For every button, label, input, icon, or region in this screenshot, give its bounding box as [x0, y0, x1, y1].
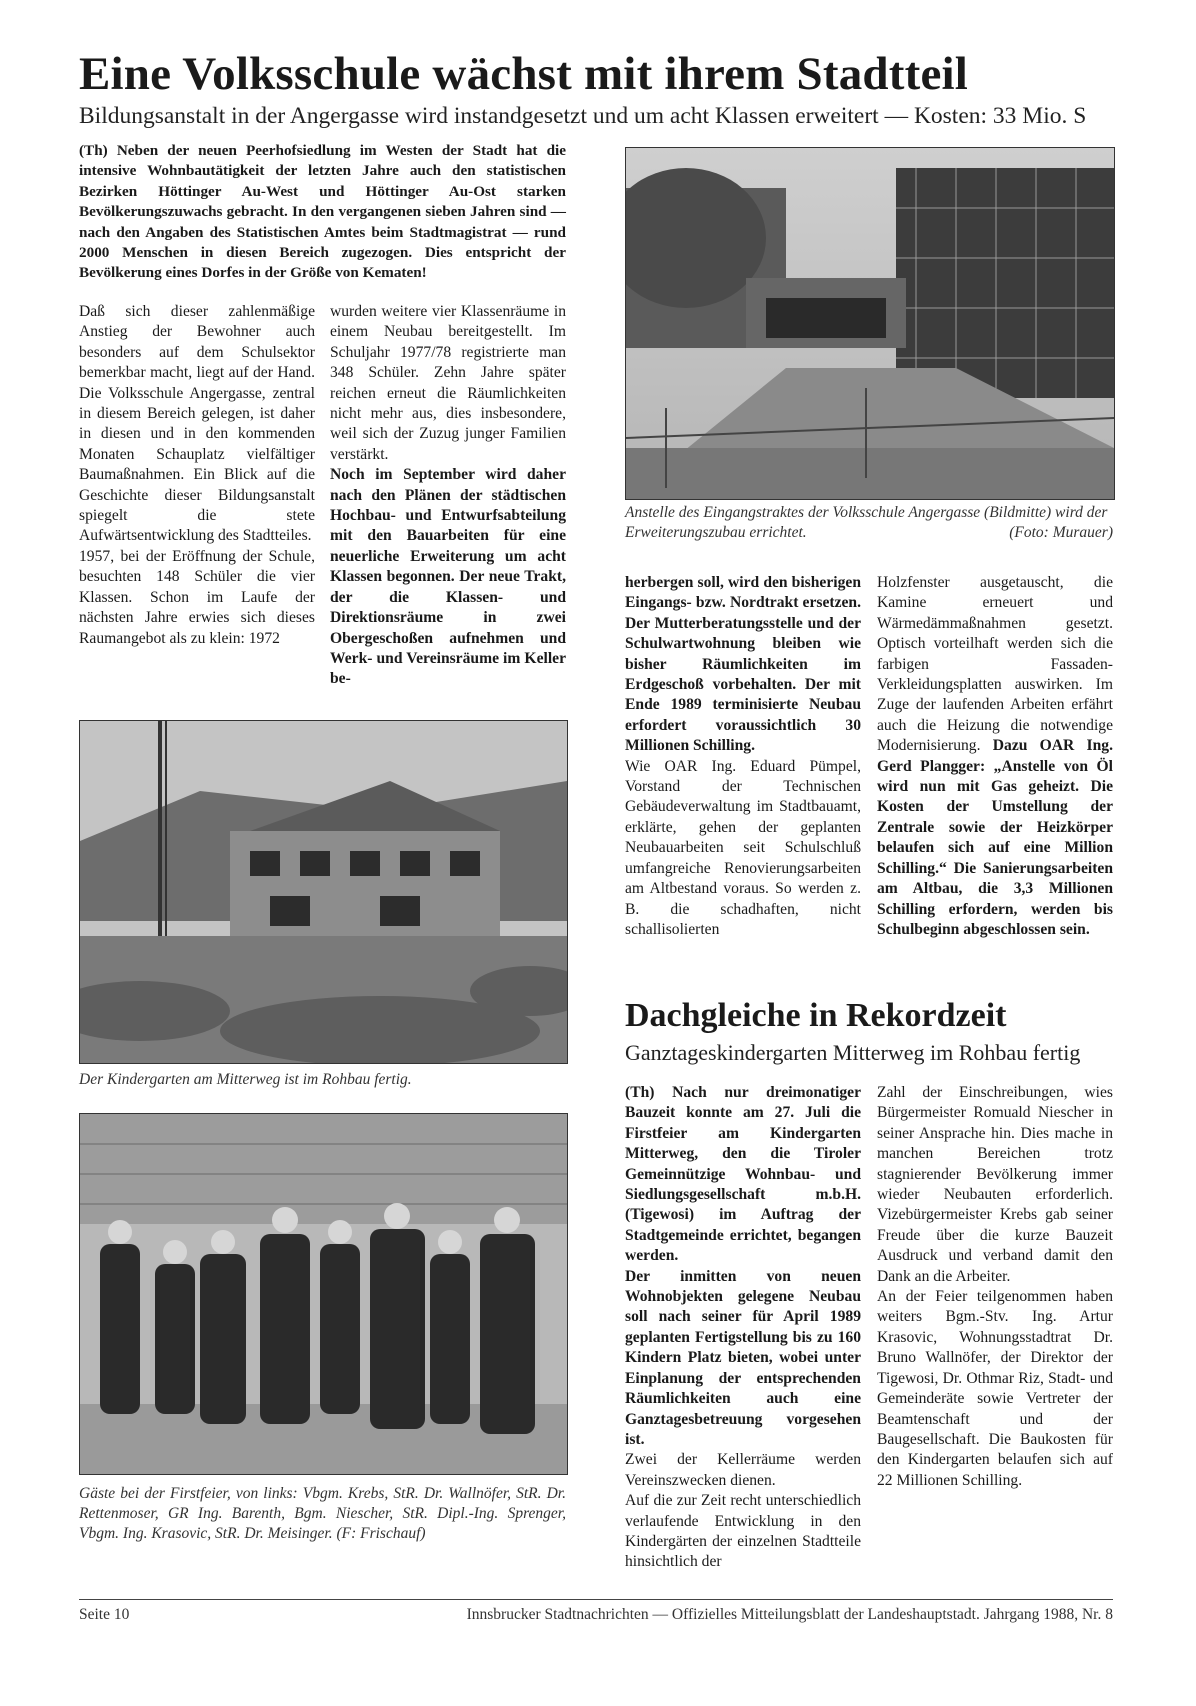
footer-publication: Innsbrucker Stadtnachrichten — Offizielles Mitteilungsblatt der Landeshauptstadt. Jahrgang 1988, Nr. 8 [466, 1606, 1113, 1623]
article2-subheadline: Ganztageskindergarten Mitterweg im Rohbau fertig [625, 1040, 1081, 1065]
paragraph: wurden weitere vier Klassenräume in einem Neubau bereitgestellt. Im Schuljahr 1977/78 registrierte man 348 Schüler. Zehn Jahre später reichen erneut die Räumlichkeiten nicht mehr aus, dies insbesondere, weil sich der Zuzug junger Familien verstärkt. [330, 303, 566, 463]
guests-photo-caption [79, 1484, 566, 1544]
paragraph-bold: Der inmitten von neuen Wohnobjekten gelegene Neubau soll nach seiner für April 1989 geplanten Fertigstellung bis zu 160 Kindern Platz bieten, wobei unter Einplanung der entsprechenden Räumlichkeiten auch eine Ganztagesbetreuung vorgesehen ist. [625, 1267, 861, 1448]
paragraph-bold: (Th) Nach nur dreimonatiger Bauzeit konnte am 27. Juli die Firstfeier am Kindergarten Mitterweg, den die Tiroler Gemeinnützige Wohnbau- und Siedlungsgesellschaft m.b.H. (Tigewosi) im Auftrag der Stadtgemeinde errichtet, begangen werden. [625, 1084, 861, 1265]
guests-photo [79, 1113, 568, 1475]
article-subheadline: Bildungsanstalt in der Angergasse wird instandgesetzt und um acht Klassen erweitert — Kosten: 33 Mio. S [79, 103, 1087, 129]
article2-headline: Dachgleiche in Rekordzeit [625, 997, 1007, 1034]
school-photo-image [626, 148, 1114, 499]
paragraph-bold: Noch im September wird daher nach den Plänen der städtischen Hochbau- und Entwurfsabteilung mit den Bauarbeiten für eine neuerliche Erweiterung um acht Klassen begonnen. Der neue Trakt, der die Klassen- und Direktionsräume in zwei Obergeschoßen aufnehmen und Werk- und Vereinsräume im Keller be- [330, 466, 566, 688]
article-headline: Eine Volksschule wächst mit ihrem Stadtteil [79, 48, 969, 100]
article2-column-2 [877, 1083, 1113, 1491]
kindergarten-photo [79, 720, 568, 1064]
paragraph: Wie OAR Ing. Eduard Pümpel, Vorstand der Technischen Gebäudeverwaltung im Stadtbauamt, erklärte, gehen der geplanten Neubauarbeiten seit Schulschluß umfangreiche Renovierungsarbeiten am Altbestand voraus. So werden z. B. die schadhaften, nicht schallisolierten [625, 757, 861, 938]
photo-credit: (F: Frischauf) [336, 1525, 426, 1542]
kindergarten-photo-image [80, 721, 567, 1063]
paragraph: Auf die zur Zeit recht unterschiedlich verlaufende Entwicklung in den Kindergärten der einzelnen Stadtteile hinsichtlich der [625, 1492, 861, 1571]
caption-text: Anstelle des Eingangstraktes der Volksschule Angergasse (Bildmitte) wird der Erweiterungszubau errichtet. [625, 504, 1108, 541]
school-photo [625, 147, 1115, 500]
paragraph: An der Feier teilgenommen haben weiters Bgm.-Stv. Ing. Artur Krasovic, Wohnungsstadtrat Dr. Bruno Wallnöfer, der Direktor der Tigewosi, Dr. Othmar Riz, Stadt- und Gemeinderäte sowie Vertreter der Beamtenschaft und der Baugesellschaft. Die Baukosten für den Kindergarten belaufen sich auf 22 Millionen Schilling. [877, 1288, 1113, 1489]
guests-photo-image [80, 1114, 567, 1474]
caption-text: Gäste bei der Firstfeier, von links: Vbgm. Krebs, StR. Dr. Wallnöfer, StR. Dr. Rettenmoser, GR Ing. Barenth, Bgm. Niescher, StR. Dipl.-Ing. Sprenger, Vbgm. Ing. Krasovic, StR. Dr. Meisinger. [79, 1485, 566, 1542]
paragraph: Daß sich dieser zahlenmäßige Anstieg der Bewohner auch besonders auf dem Schulsektor bemerkbar macht, liegt auf der Hand. Die Volksschule Angergasse, zentral in diesem Bereich gelegen, ist daher in diesen und in den kommenden Monaten Schauplatz vielfältiger Baumaßnahmen. Ein Blick auf die Geschichte dieser Bildungsanstalt spiegelt die stete Aufwärtsentwicklung des Stadtteiles. [79, 303, 315, 545]
photo-credit: (Foto: Murauer) [1009, 524, 1113, 541]
paragraph-bold: herbergen soll, wird den bisherigen Eingangs- bzw. Nordtrakt ersetzen. Der Mutterberatungsstelle und der Schulwartwohnung bleiben wie bisher Räumlichkeiten im Erdgeschoß vorbehalten. Der mit Ende 1989 terminisierte Neubau erfordert voraussichtlich 30 Millionen Schilling. [625, 574, 861, 755]
footer-page-number: Seite 10 [79, 1606, 130, 1623]
article-column-2 [330, 302, 566, 690]
article-column-3 [625, 573, 861, 940]
paragraph: Zahl der Einschreibungen, wies Bürgermeister Romuald Niescher in seiner Ansprache hin. Dies mache in manchen Bereichen trotz stagnierender Bevölkerung immer wieder Neubauten erforderlich. Vizebürgermeister Krebs gab seiner Freude über die kurze Bauzeit Ausdruck und verband damit den Dank an die Arbeiter. [877, 1084, 1113, 1285]
footer-rule [79, 1599, 1113, 1600]
paragraph-bold: Dazu OAR Ing. Gerd Plangger: „Anstelle von Öl wird nun mit Gas geheizt. Die Kosten der Umstellung der Zentrale sowie der Heizkörper belaufen sich auf eine Million Schilling.“ Die Sanierungsarbeiten am Altbau, die 3,3 Millionen Schilling erfordern, werden bis Schulbeginn abgeschlossen sein. [877, 737, 1113, 938]
school-photo-caption [625, 503, 1113, 543]
article-column-1 [79, 302, 315, 649]
article2-column-1 [625, 1083, 861, 1573]
paragraph: 1957, bei der Eröffnung der Schule, besuchten 148 Schüler die vier Klassen. Schon im Laufe der nächsten Jahre erwies sich dieses Raumangebot als zu klein: 1972 [79, 547, 315, 647]
kindergarten-photo-caption: Der Kindergarten am Mitterweg ist im Rohbau fertig. [79, 1071, 412, 1088]
article-lead: (Th) Neben der neuen Peerhofsiedlung im Westen der Stadt hat die intensive Wohnbautätigkeit der letzten Jahre auch den statistischen Bezirken Höttinger Au-West und Höttinger Au-Ost starken Bevölkerungszuwachs gebracht. In den vergangenen sieben Jahren sind — nach den Angaben des Statistischen Amtes beim Stadtmagistrat — rund 2000 Menschen in diesen Bereich zugezogen. Dies entspricht der Bevölkerung eines Dorfes in der Größe von Kematen! [79, 142, 566, 282]
article-column-4 [877, 573, 1113, 940]
paragraph: Holzfenster ausgetauscht, die Kamine erneuert und Wärmedämmaßnahmen gesetzt. Optisch vorteilhaft werden sich die farbigen Fassaden-Verkleidungsplatten auswirken. Im Zuge der laufenden Arbeiten erfährt auch die Heizung die notwendige Modernisierung. [877, 574, 1113, 755]
paragraph: Zwei der Kellerräume werden Vereinszwecken dienen. [625, 1451, 861, 1489]
